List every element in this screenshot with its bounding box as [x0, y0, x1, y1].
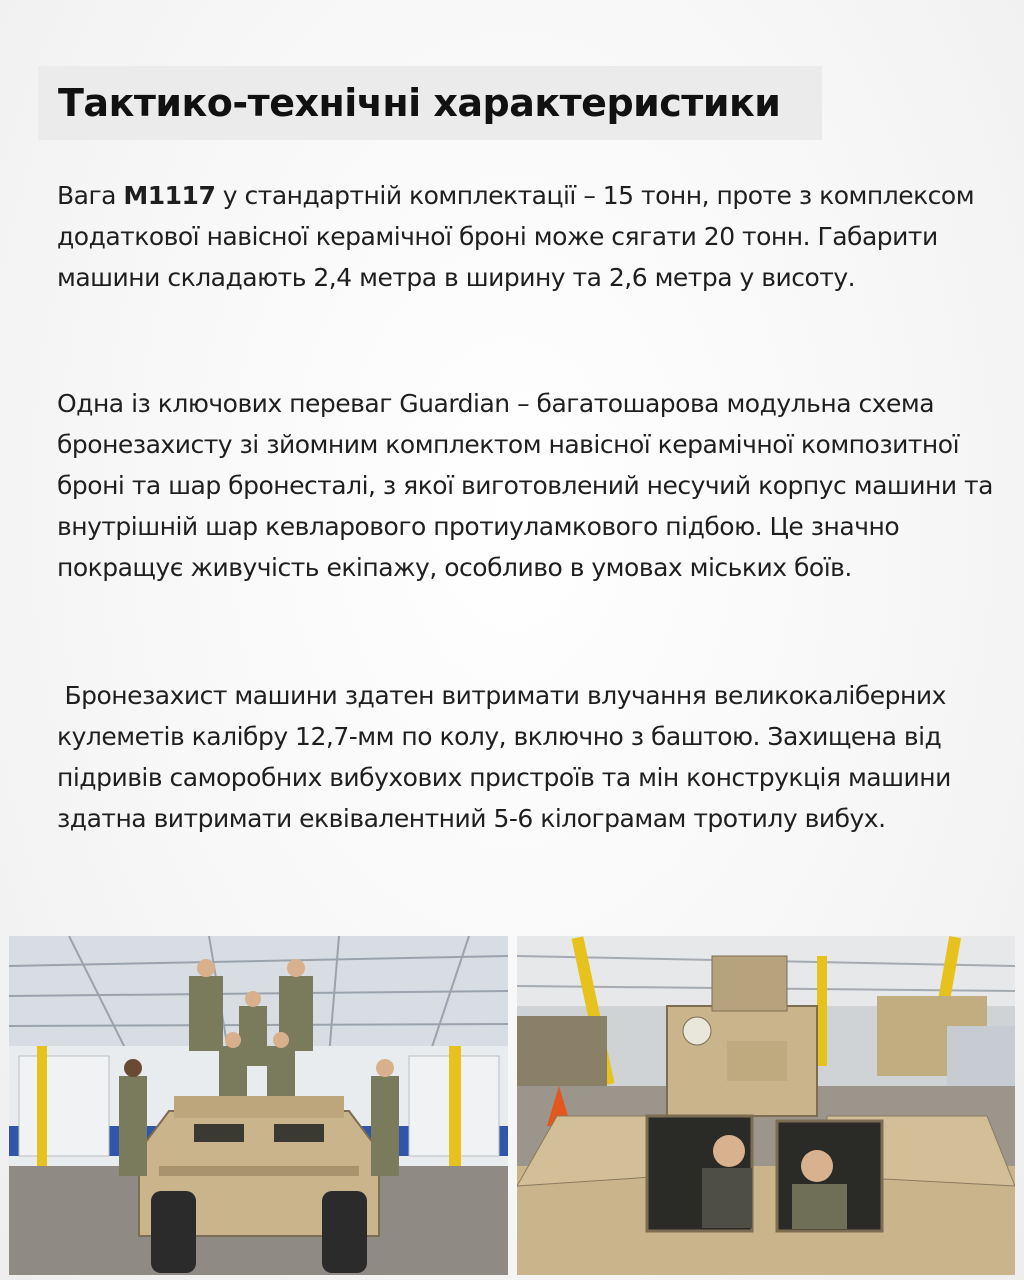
- vehicle-hatches-illustration: [517, 936, 1015, 1275]
- paragraph-armor-scheme: Одна із ключових переваг Guardian – багатошарова модульна схема бронезахисту зі зйомним комплектом навісної керамічної композитної броні та шар бронесталі, з якої виготовлений несучий корпус машини та внутрішній шар кевларового протиуламкового підбою. Це значно покращує живучість екіпажу, особливо в умовах міських боїв.: [57, 389, 993, 582]
- paragraph-weight-intro: Вага: [57, 181, 124, 210]
- model-name: M1117: [123, 181, 216, 210]
- paragraph-weight: [57, 175, 997, 298]
- page-title: Тактико-технічні характеристики: [58, 81, 781, 125]
- photo-vehicle-front: [9, 936, 508, 1275]
- paragraph-protection: Бронезахист машини здатен витримати влучання великокаліберних кулеметів калібру 12,7-мм по колу, включно з баштою. Захищена від підривів саморобних вибухових пристроїв та мін конструкція машини здатна витримати еквівалентний 5-6 кілограмам тротилу вибух.: [57, 681, 959, 833]
- paragraph-weight-rest: у стандартній комплектації – 15 тонн, проте з комплексом додаткової навісної керамічної броні може сягати 20 тонн. Габарити машини складають 2,4 метра в ширину та 2,6 метра у висоту.: [57, 181, 975, 292]
- vehicle-front-illustration: [9, 936, 508, 1275]
- title-box: [38, 66, 822, 140]
- photo-vehicle-hatches: [517, 936, 1015, 1275]
